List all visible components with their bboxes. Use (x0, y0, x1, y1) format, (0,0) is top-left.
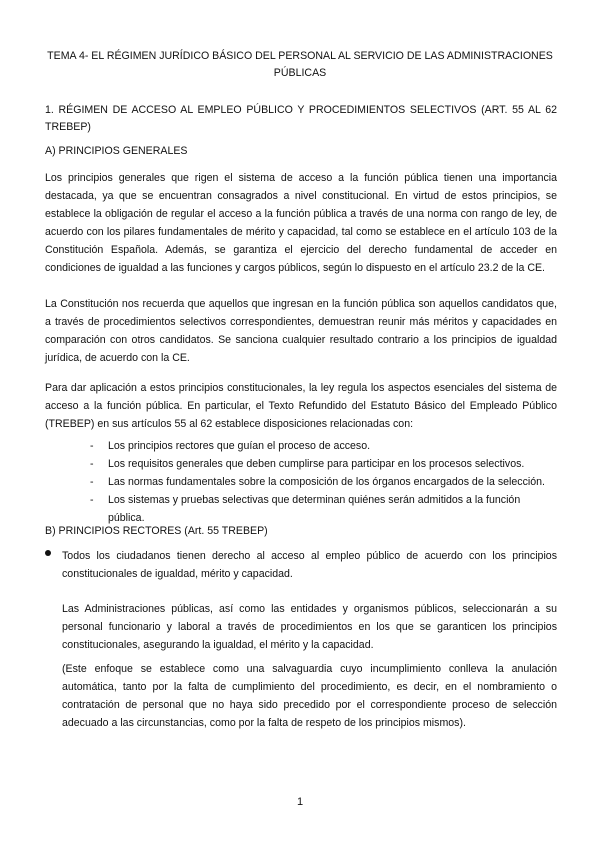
list-marker: - (90, 458, 94, 470)
list-item-text: Los principios rectores que guían el proceso de acceso. (108, 440, 371, 452)
bullet-text: Todos los ciudadanos tienen derecho al acceso al empleo público de acuerdo con los principios constitucionales de igualdad, mérito y capacidad. (62, 550, 557, 580)
bullet-dot-icon (45, 550, 51, 556)
subsection-heading-b: B) PRINCIPIOS RECTORES (Art. 55 TREBEP) (45, 525, 268, 537)
list-item-text: Las normas fundamentales sobre la composición de los órganos encargados de la selección. (108, 476, 545, 488)
list-item (90, 473, 555, 491)
list-item (90, 491, 555, 527)
list-item (90, 437, 555, 455)
paragraph-2: La Constitución nos recuerda que aquellos que ingresan en la función pública son aquellos candidatos que, a través de procedimientos selectivos correspondientes, demuestran reunir más méritos y capacidades en comparación con otros candidatos. Se sanciona cualquier resultado contrario a los principios de igualdad jurídica, de acuerdo con la CE. (45, 298, 557, 364)
paragraph-3: Para dar aplicación a estos principios constitucionales, la ley regula los aspectos esenciales del sistema de acceso a la función pública. En particular, el Texto Refundido del Estatuto Básico del Empleado Público (TREBEP) en sus artículos 55 al 62 establece disposiciones relacionadas con: (45, 382, 557, 430)
section-heading: 1. RÉGIMEN DE ACCESO AL EMPLEO PÚBLICO Y PROCEDIMIENTOS SELECTIVOS (ART. 55 AL 62 TREBEP) (45, 104, 557, 133)
provisions-list (90, 437, 555, 527)
list-item-text: Los requisitos generales que deben cumplirse para participar en los procesos selectivos. (108, 458, 525, 470)
sub-paragraph-2: (Este enfoque se establece como una salvaguardia cuyo incumplimiento conlleva la anulación automática, tanto por la falta de cumplimiento del procedimiento, es decir, en el nombramiento o contratación de personal que no haya sido precedido por el correspondiente proceso de selección adecuado a las circunstancias, como por la falta de respeto de los principios mismos). (62, 663, 557, 729)
list-marker: - (90, 494, 94, 506)
list-marker: - (90, 476, 94, 488)
list-item (90, 455, 555, 473)
list-marker: - (90, 440, 94, 452)
sub-paragraph-1: Las Administraciones públicas, así como las entidades y organismos públicos, seleccionarán a su personal funcionario y laboral a través de procedimientos en los que se garanticen los principios constitucionales, asegurando la igualdad, el mérito y la capacidad. (62, 603, 557, 651)
subsection-heading-a: A) PRINCIPIOS GENERALES (45, 145, 188, 157)
list-item-text: Los sistemas y pruebas selectivas que determinan quiénes serán admitidos a la función pública. (108, 494, 521, 524)
paragraph-1: Los principios generales que rigen el sistema de acceso a la función pública tienen una importancia destacada, ya que se encuentran consagrados a nivel constitucional. En virtud de estos principios, se establece la obligación de regular el acceso a la función pública a través de una norma con rango de ley, de acuerdo con los pilares fundamentales de mérito y capacidad, tal como se establece en el artículo 103 de la Constitución Española. Además, se garantiza el ejercicio del derecho fundamental de acceder en condiciones de igualdad a las funciones y cargos públicos, según lo dispuesto en el artículo 23.2 de la CE. (45, 172, 557, 274)
page-number: 1 (296, 796, 304, 808)
document-title: TEMA 4- EL RÉGIMEN JURÍDICO BÁSICO DEL PERSONAL AL SERVICIO DE LAS ADMINISTRACIONES PÚBLICAS (47, 50, 553, 79)
